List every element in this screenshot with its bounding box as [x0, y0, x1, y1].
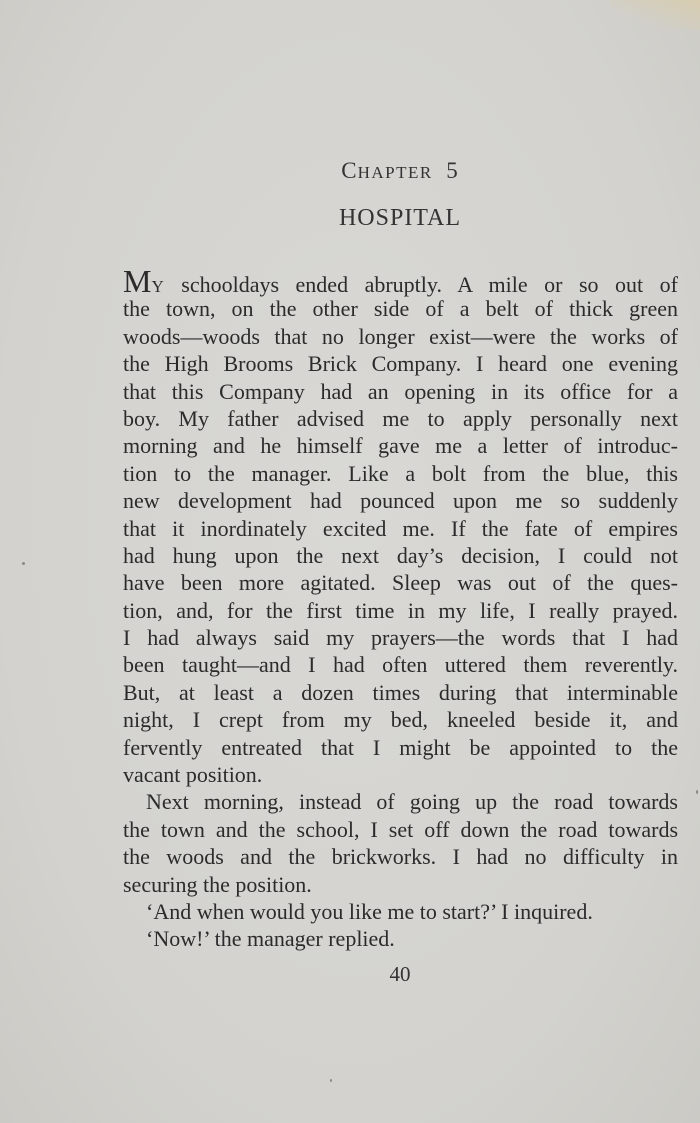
text-line: the town, on the other side of a belt of thick green: [123, 296, 678, 322]
text-line: vacant position.: [123, 762, 263, 788]
text-line: new development had pounced upon me so suddenly: [123, 488, 678, 514]
chapter-title: HOSPITAL: [338, 205, 462, 231]
text-line: I had always said my prayers—the words that I had: [123, 625, 678, 651]
text-line: fervently entreated that I might be appointed to the: [123, 734, 678, 760]
body-text: [123, 263, 678, 953]
page-number: 40: [389, 962, 411, 986]
drop-cap: M: [123, 263, 152, 299]
text-line: that this Company had an opening in its office for a: [123, 378, 678, 404]
paper-speck: [696, 790, 698, 794]
chapter-label-rest: HAPTER: [357, 163, 433, 182]
text-line: MY schooldays ended abruptly. A mile or so out of: [123, 263, 678, 299]
text-line: the High Brooms Brick Company. I heard one evening: [123, 351, 678, 377]
chapter-label: [0, 158, 700, 184]
paper-speck: [330, 1079, 332, 1082]
text-line: tion to the manager. Like a bolt from the blue, this: [123, 460, 678, 486]
text-line: night, I crept from my bed, kneeled beside it, and: [123, 707, 678, 733]
text-line: But, at least a dozen times during that interminable: [123, 679, 678, 705]
chapter-number: 5: [446, 158, 459, 183]
text-line: been taught—and I had often uttered them reverently.: [123, 652, 678, 678]
text-line: tion, and, for the first time in my life, I really prayed.: [123, 597, 678, 623]
text-line: that it inordinately excited me. If the fate of empires: [123, 515, 678, 541]
text-line: woods—woods that no longer exist—were the works of: [123, 323, 678, 349]
text-line: morning and he himself gave me a letter of introduc-: [123, 433, 678, 459]
text-line: boy. My father advised me to apply personally next: [123, 405, 678, 431]
text-line: Next morning, instead of going up the road towards: [146, 789, 678, 815]
text-line: the woods and the brickworks. I had no difficulty in: [123, 844, 678, 870]
text-line: ‘And when would you like me to start?’ I inquired.: [146, 898, 593, 924]
chapter-label-initial: C: [341, 158, 358, 183]
paper-speck: [22, 562, 25, 565]
text-line: have been more agitated. Sleep was out of the ques-: [123, 570, 678, 596]
text-line: ‘Now!’ the manager replied.: [146, 926, 395, 952]
text-line: had hung upon the next day’s decision, I could not: [123, 542, 678, 568]
page-stain: [610, 0, 700, 30]
text-line: securing the position.: [123, 871, 312, 897]
drop-cap-rest: Y: [151, 277, 165, 296]
text-line: the town and the school, I set off down the road towards: [123, 816, 678, 842]
